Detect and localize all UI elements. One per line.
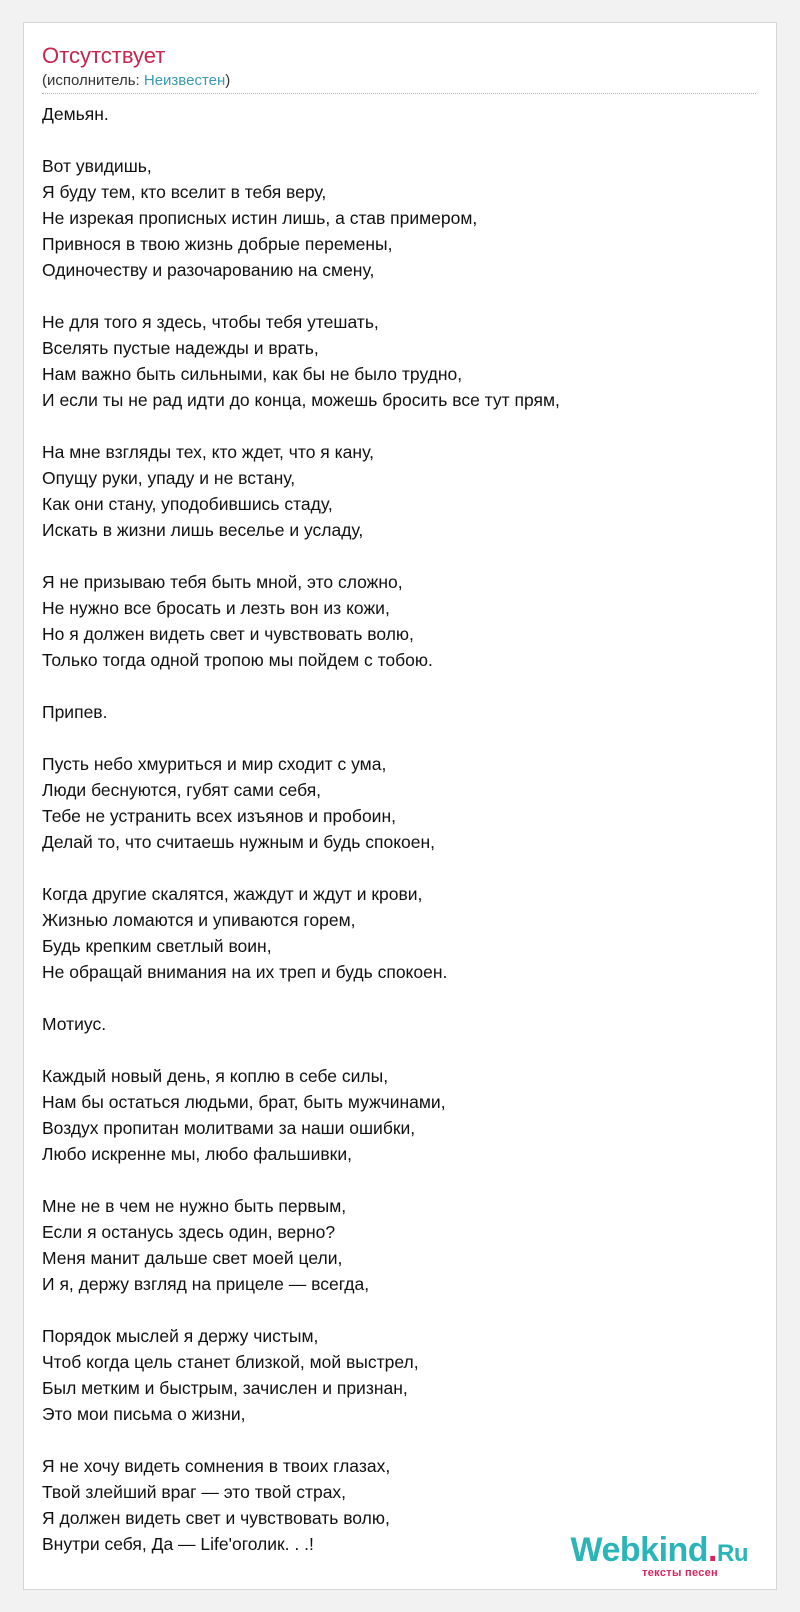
lyric-line: Любо искренне мы, любо фальшивки, [42, 1144, 352, 1164]
lyric-line: Одиночеству и разочарованию на смену, [42, 260, 375, 280]
lyrics-stanza [42, 439, 756, 543]
lyric-line: И я, держу взгляд на прицеле — всегда, [42, 1274, 370, 1294]
lyric-line: Припев. [42, 702, 108, 722]
lyric-line: Вселять пустые надежды и врать, [42, 338, 319, 358]
lyrics-stanza [42, 1193, 756, 1297]
lyrics-stanza [42, 569, 756, 673]
artist-line [42, 71, 756, 91]
lyric-line: Я должен видеть свет и чувствовать волю, [42, 1508, 390, 1528]
lyric-line: Как они стану, уподобившись стаду, [42, 494, 333, 514]
lyric-line: Не для того я здесь, чтобы тебя утешать, [42, 312, 379, 332]
logo-web-text: Webkind [570, 1531, 709, 1569]
lyrics-stanza [42, 1011, 756, 1037]
artist-suffix: ) [225, 72, 231, 89]
header-divider [42, 93, 756, 94]
lyric-line: Воздух пропитан молитвами за наши ошибки, [42, 1118, 416, 1138]
artist-prefix: (исполнитель: [42, 72, 144, 89]
lyric-line: Я буду тем, кто вселит в тебя веру, [42, 182, 327, 202]
lyric-line: Вот увидишь, [42, 156, 152, 176]
lyric-line: Был метким и быстрым, зачислен и признан, [42, 1378, 408, 1398]
lyrics-body [42, 101, 756, 1583]
logo-tagline: тексты песен [642, 1567, 718, 1579]
lyric-line: Внутри себя, Да — Life'оголик. . .! [42, 1534, 314, 1554]
lyric-line: Меня манит дальше свет моей цели, [42, 1248, 343, 1268]
song-header [42, 43, 756, 91]
lyric-line: Не изрекая прописных истин лишь, а став примером, [42, 208, 478, 228]
lyric-line: Искать в жизни лишь веселье и усладу, [42, 520, 364, 540]
lyric-line: Если я останусь здесь один, верно? [42, 1222, 336, 1242]
lyrics-stanza [42, 1063, 756, 1167]
lyric-line: Каждый новый день, я коплю в себе силы, [42, 1066, 389, 1086]
lyric-line: Когда другие скалятся, жаждут и ждут и крови, [42, 884, 423, 904]
lyric-line: Не нужно все бросать и лезть вон из кожи, [42, 598, 390, 618]
lyric-line: На мне взгляды тех, кто ждет, что я кану, [42, 442, 374, 462]
lyric-line: Демьян. [42, 104, 109, 124]
lyrics-card [23, 22, 777, 1590]
lyric-line: Но я должен видеть свет и чувствовать волю, [42, 624, 414, 644]
artist-link[interactable]: Неизвестен [143, 72, 226, 89]
lyric-line: Мне не в чем не нужно быть первым, [42, 1196, 347, 1216]
lyric-line: Чтоб когда цель станет близкой, мой выстрел, [42, 1352, 419, 1372]
lyric-line: Будь крепким светлый воин, [42, 936, 272, 956]
logo-dot-text: . [708, 1531, 717, 1569]
lyrics-stanza [42, 101, 756, 127]
lyric-line: И если ты не рад идти до конца, можешь бросить все тут прям, [42, 390, 560, 410]
lyric-line: Опущу руки, упаду и не встану, [42, 468, 296, 488]
lyric-line: Нам важно быть сильными, как бы не было трудно, [42, 364, 463, 384]
lyric-line: Не обращай внимания на их треп и будь спокоен. [42, 962, 448, 982]
lyric-line: Люди беснуются, губят сами себя, [42, 780, 322, 800]
lyric-line: Делай то, что считаешь нужным и будь спокоен, [42, 832, 436, 852]
logo-ru-text: Ru [717, 1540, 748, 1567]
lyrics-stanza [42, 153, 756, 283]
webkind-logo[interactable] [562, 1531, 748, 1581]
song-title: Отсутствует [42, 43, 166, 68]
lyric-line: Я не хочу видеть сомнения в твоих глазах, [42, 1456, 391, 1476]
lyric-line: Тебе не устранить всех изъянов и пробоин, [42, 806, 396, 826]
lyric-line: Мотиус. [42, 1014, 107, 1034]
lyrics-stanza [42, 309, 756, 413]
lyric-line: Я не призываю тебя быть мной, это сложно, [42, 572, 403, 592]
lyrics-stanza [42, 699, 756, 725]
lyric-line: Привнося в твою жизнь добрые перемены, [42, 234, 393, 254]
lyric-line: Порядок мыслей я держу чистым, [42, 1326, 319, 1346]
lyric-line: Пусть небо хмуриться и мир сходит с ума, [42, 754, 387, 774]
lyric-line: Только тогда одной тропою мы пойдем с тобою. [42, 650, 433, 670]
lyric-line: Нам бы остаться людьми, брат, быть мужчинами, [42, 1092, 446, 1112]
lyrics-stanza [42, 881, 756, 985]
lyrics-stanza [42, 751, 756, 855]
lyrics-stanza [42, 1323, 756, 1427]
lyric-line: Жизнью ломаются и упиваются горем, [42, 910, 356, 930]
lyric-line: Твой злейший враг — это твой страх, [42, 1482, 347, 1502]
lyric-line: Это мои письма о жизни, [42, 1404, 246, 1424]
